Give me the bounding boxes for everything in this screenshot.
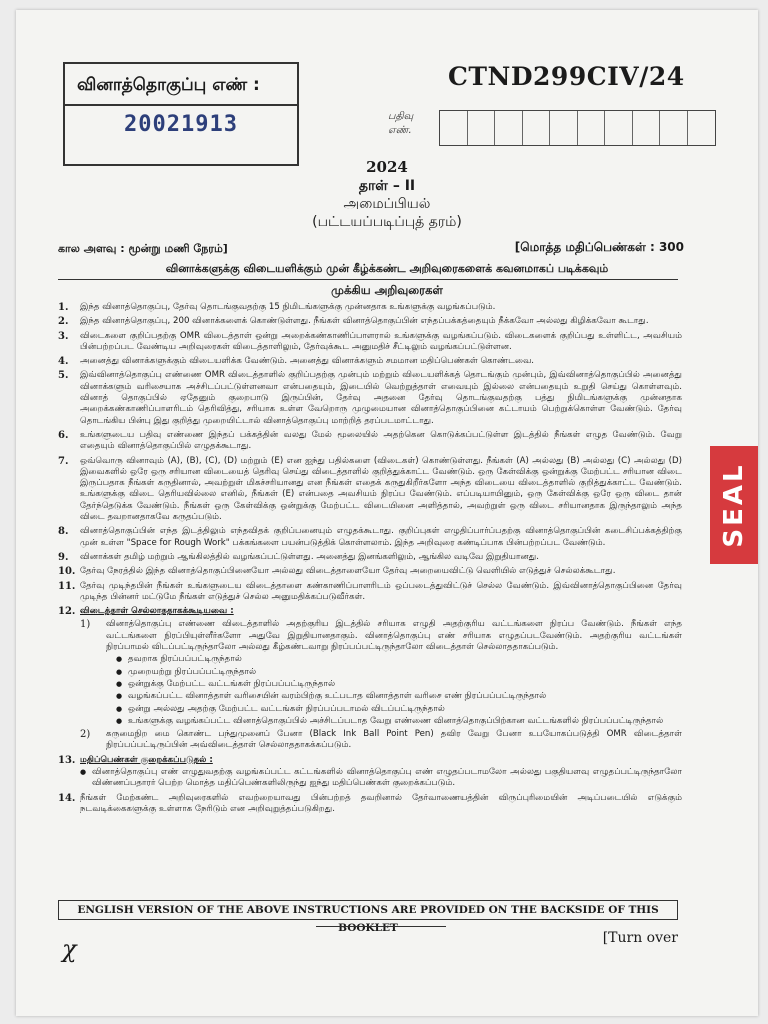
instruction-number: 2. [58,316,69,328]
register-digit-box[interactable] [495,111,523,145]
paper-code: CTND299CIV/24 [448,62,685,91]
instruction-text: நீங்கள் மேற்கண்ட அறிவுரைகளில் எவற்றையாவது பின்பற்றத் தவறினால் தேர்வாணையத்தின் விருப்புரிமையின் அடிப்படையில் எடுக்கும் நடவடிக்கைகளுக்கு உள்ளாக நேரிடும் என அறிவுறுத்தப்படுகிறது. [80,792,682,814]
instruction-number: 11. [58,580,76,592]
paper-number: தாள் – II [358,178,416,194]
register-digit-box[interactable] [440,111,468,145]
question-booklet-number-box [63,62,299,166]
subject-name: அமைப்பியல் [343,196,431,212]
register-digit-box[interactable] [578,111,606,145]
exam-sheet [16,10,758,1016]
instruction-body [80,606,682,752]
invalid-reason-item: ● முறையற்று நிரப்பப்பட்டிருந்தால் [116,667,682,678]
instruction-number: 8. [58,526,69,538]
instruction-item-9 [58,552,682,563]
deduction-bullet: ● வினாத்தொகுப்பு எண் எழுதுவதற்கு வழங்கப்பட்ட கட்டங்களில் வினாத்தொகுப்பு எண் எழுதப்படாமலோ அல்லது பகுதியளவு எழுதப்பட்டிருந்தாலோ விண்ணப்பதாரர் பெற்ற மொத்த மதிப்பெண்களிலிருந்து ஐந்து மதிப்பெண்கள் குறைக்கப்படும். [80,767,682,790]
register-number-boxes[interactable] [439,110,716,146]
register-digit-box[interactable] [633,111,661,145]
invalid-reason-item: ● ஒன்றுக்கு மேற்பட்ட வட்டங்கள் நிரப்பப்பட்டிருந்தால் [116,679,682,690]
question-booklet-number: 20021913 [124,112,238,137]
register-digit-box[interactable] [468,111,496,145]
instruction-text: ஒவ்வொரு வினாவும் (A), (B), (C), (D) மற்றும் (E) என ஐந்து பதில்களை (விடைகள்) கொண்டுள்ளது. நீங்கள் (A) அல்லது (B) அல்லது (C) அல்லது (D) இவைகளில் ஒரே ஒரு சரியான விடையைத் தெரிவு செய்து விடைத்தாளில் குறித்துக்காட்ட வேண்டும். ஒரு கேள்விக்கு ஒன்றுக்கு மேற்பட்ட சரியான விடை இருப்பதாக நீங்கள் கருதினால், அவற்றுள் மிகச்சரியானது என நீங்கள் எதைக் கருதுகிறீர்களோ அந்த விடையை விடைத்தாளில் குறித்துக்காட்ட வேண்டும். உங்களுக்கு விடை தெரியவில்லை எனில், நீங்கள் (E) என்பதை அவசியம் நிரப்ப வேண்டும். எப்படியாயினும், ஒரு கேள்விக்கு ஒரே ஒரு விடை தான் தேர்ந்தெடுக்க வேண்டும். நீங்கள் ஒரு கேள்விக்கு ஒன்றுக்கு மேற்பட்ட விடையினை அளித்தால், அவற்றுள் ஒரு விடை சரியானதாக இருந்தாலும் அந்த விடை தவறானதாகவே கருதப்படும். [80,455,682,523]
instruction-text: அனைத்து வினாக்களுக்கும் விடையளிக்க வேண்டும். அனைத்து வினாக்களும் சமமான மதிப்பெண்கள் கொண்டவை. [80,356,535,367]
exam-year: 2024 [366,158,408,176]
instruction-item-2 [58,316,682,327]
instruction-item-12 [58,606,682,752]
sub-body [106,619,682,727]
instruction-number: 12. [58,606,76,618]
instruction-item-13 [58,755,682,790]
instruction-12-sub-2 [80,729,682,752]
instruction-number: 7. [58,455,69,467]
instruction-number: 6. [58,429,69,441]
instruction-item-10 [58,566,682,577]
total-marks: [மொத்த மதிப்பெண்கள் : 300 [514,240,684,254]
instruction-12-sub-1 [80,619,682,727]
instructions-simple [58,302,682,603]
instruction-text: தேர்வு முடிந்தபின் நீங்கள் உங்களுடைய விடைத்தாளை கண்காணிப்பாளரிடம் ஒப்படைத்துவிட்டுச் செல்ல வேண்டும். இவ்வினாத்தொகுப்பினை தேர்வு முடிந்த பின்னர் மட்டுமே நீங்கள் எடுத்துச் செல்ல அனுமதிக்கப்படுவீர்கள். [80,580,682,602]
invalid-reason-item: ● வழங்கப்பட்ட வினாத்தாள் வரிசையின் வரம்பிற்கு உட்படாத வினாத்தாள் வரிசை எண் நிரப்பப்பட்டிருந்தால் [116,691,682,702]
instruction-number: 1. [58,302,69,313]
instruction-number: 5. [58,370,69,382]
instruction-text: உங்களுடைய பதிவு எண்ணை இந்தப் பக்கத்தின் வலது மேல் மூலையில் அதற்கென கொடுக்கப்பட்டுள்ள இடத்தில் நீங்கள் எழுத வேண்டும். வேறு எதையும் வினாத்தொகுப்பில் எழுதக்கூடாது. [80,429,682,452]
instructions-list [58,302,682,818]
instruction-item-8 [58,526,682,549]
instruction-item-14 [58,793,682,816]
instruction-item-4 [58,356,682,367]
instruction-item-3 [58,331,682,354]
duration: கால அளவு : மூன்று மணி நேரம்] [58,242,228,255]
register-number-label-text: பதிவு எண். [388,111,414,136]
divider-top [58,279,678,280]
instruction-12-title: விடைத்தாள் செல்லாததாகக்கூடியவை : [80,606,234,617]
instruction-text: இவ்வினாத்தொகுப்பு எண்ணை OMR விடைத்தாளில் குறிப்பதற்கு முன்பும் மற்றும் விடையளிக்கத் தொடங்கும் முன்பும், இவ்வினாத்தொகுப்பில் அனைத்து வினாக்களும் வரிசையாக அச்சிடப்பட்டுள்ளனவா என்பதையும், இடையில் வெற்றுத்தாள் எவையும் இல்லை என்பதையும் உறுதி செய்து கொள்ளவும். வினாத் தொகுப்பில் ஏதேனும் குறைபாடு இருப்பின், தேர்வு அதனை தேர்வு தொடங்குவதற்கு பத்து நிமிடங்களுக்கு முன்னதாக அறைக்கண்காணிப்பாளரிடம் தெரிவித்து, சரியாக உள்ள வேறொரு முழுமையான வினாத்தொகுப்பினை கட்டாயம் பெற்றுக்கொள்ள வேண்டும். தேர்வு தொடங்கிய பின்பு இது குறித்து முறையிட்டால் வினாத்தொகுப்பு மாற்றித் தரப்படமாட்டாது. [80,370,682,426]
register-digit-box[interactable] [523,111,551,145]
instruction-text: இந்த வினாத்தொகுப்பு, 200 வினாக்களைக் கொண்டுள்ளது. நீங்கள் வினாத்தொகுப்பின் எந்தப்பக்கத்தையும் நீக்கவோ அல்லது கிழிக்கவோ கூடாது. [80,316,649,327]
register-number-label [388,110,436,138]
register-digit-box[interactable] [550,111,578,145]
instruction-13-title: மதிப்பெண்கள் குறைக்கப்படுதல் : [80,754,213,765]
instruction-item-7 [58,456,682,524]
instruction-item-6 [58,430,682,453]
exam-level: (பட்டயப்படிப்புத் தரம்) [312,214,462,230]
instruction-text: தேர்வு நேரத்தில் இந்த வினாத்தொகுப்பினையோ அல்லது விடைத்தாளையோ தேர்வு அறையைவிட்டு வெளியில் எடுத்துச் செல்லக்கூடாது. [80,566,616,577]
turn-over-label: [Turn over [602,930,678,946]
instruction-number: 4. [58,356,69,368]
instruction-number: 3. [58,330,69,342]
seal-label: SEAL [719,462,749,548]
question-booklet-label: வினாத்தொகுப்பு எண் : [65,64,297,106]
instructions-title: முக்கிய அறிவுரைகள் [331,283,443,297]
english-version-note: ENGLISH VERSION OF THE ABOVE INSTRUCTIONS ARE PROVIDED ON THE BACKSIDE OF THIS BOOKLET [58,900,678,920]
invalid-reasons-list [106,654,682,727]
divider-bottom [316,926,446,927]
register-digit-box[interactable] [605,111,633,145]
sub-number: 2) [80,729,91,741]
instruction-text: வினாத்தொகுப்பின் எந்த இடத்திலும் எந்தவிதக் குறிப்பனையும் எழுதக்கூடாது. குறிப்புகள் எழுதிப்பார்ப்பதற்கு வினாத்தொகுப்பின் கடைசிப்பக்கத்திற்கு முன் உள்ள "Space for Rough Work" பக்கங்களை பயன்படுத்திக் கொள்ளலாம். இந்த அறிவுரை கண்டிப்பாக பின்பற்றப்பட வேண்டும். [80,526,682,548]
sub-number: 1) [80,619,91,631]
seal-tab [710,446,758,564]
invalid-reason-item: ● உங்களுக்கு வழங்கப்பட்ட வினாத்தொகுப்பில் அச்சிடப்படாத வேறு எண்ணை வினாத்தொகுப்பிற்கான வட்டங்களில் நிரப்பப்பட்டிருந்தால் [116,716,682,727]
instruction-text: இந்த வினாத்தொகுப்பு, தேர்வு தொடங்குவதற்கு 15 நிமிடங்களுக்கு முன்னதாக உங்களுக்கு வழங்கப்படும். [80,302,496,312]
sub-text: வினாத்தொகுப்பு எண்ணை விடைத்தாளில் அதற்குரிய இடத்தில் சரியாக எழுதி அதற்குரிய வட்டங்களை நிரப்ப வேண்டும். நீங்கள் எந்த வட்டங்களை நிரப்பியுள்ளீர்களோ அதுவே இறுதியானதாகும். வினாத்தொகுப்பு எண் சரியாக எழுதப்படவேண்டும். அதற்குரிய வட்டங்கள் நிரப்பாமல் விடப்பட்டிருந்தாலோ அல்லது கீழ்கண்டவாறு நிரப்பப்பட்டிருந்தாலோ விடைத்தாள் செல்லாததாகப்படும். [106,619,682,653]
read-instructions-note: வினாக்களுக்கு விடையளிக்கும் முன் கீழ்க்கண்ட அறிவுரைகளைக் கவனமாகப் படிக்கவும் [165,262,609,275]
instruction-text: வினாக்கள் தமிழ் மற்றும் ஆங்கிலத்தில் வழங்கப்பட்டுள்ளது. அனைத்து இனங்களிலும், ஆங்கில வடிவே இறுதியானது. [80,551,539,562]
instruction-text: விடைகளை குறிப்பதற்கு OMR விடைத்தாள் ஒன்று அறைக்கண்காணிப்பாளரால் உங்களுக்கு வழங்கப்படும். விடைகளைக் குறிப்பது உள்ளிட்ட, அவசியம் பின்பற்றப்பட வேண்டிய அறிவுரைகள் விடைத்தாளிலும், தேர்வுக்கூட அனுமதிச் சீட்டிலும் வழங்கப்பட்டுள்ளன. [80,330,682,352]
instruction-number: 14. [58,792,76,804]
instruction-number: 9. [58,551,69,563]
invalid-reason-item: ● தவறாக நிரப்பப்பட்டிருந்தால் [116,654,682,665]
register-digit-box[interactable] [688,111,716,145]
instruction-item-11 [58,581,682,604]
instruction-item-1 [58,302,682,313]
register-digit-box[interactable] [660,111,688,145]
chi-mark: χ [62,935,77,963]
instruction-item-5 [58,370,682,426]
instruction-number: 10. [58,566,76,578]
instruction-body [80,755,682,790]
instruction-number: 13. [58,754,76,766]
sub-text: கருமைநிற மை கொண்ட பந்துமுனைப் பேனா (Black Ink Ball Point Pen) தவிர வேறு பேனா உபயோகப்படுத்தி OMR விடைத்தாள் நிரப்பப்பட்டிருப்பின் அவ்விடைத்தாள் செல்லாததாகக்கப்படும். [106,729,682,751]
invalid-reason-item: ● ஒன்று அல்லது அதற்கு மேற்பட்ட வட்டங்கள் நிரப்பப்படாமல் விடப்பட்டிருந்தால் [116,704,682,715]
